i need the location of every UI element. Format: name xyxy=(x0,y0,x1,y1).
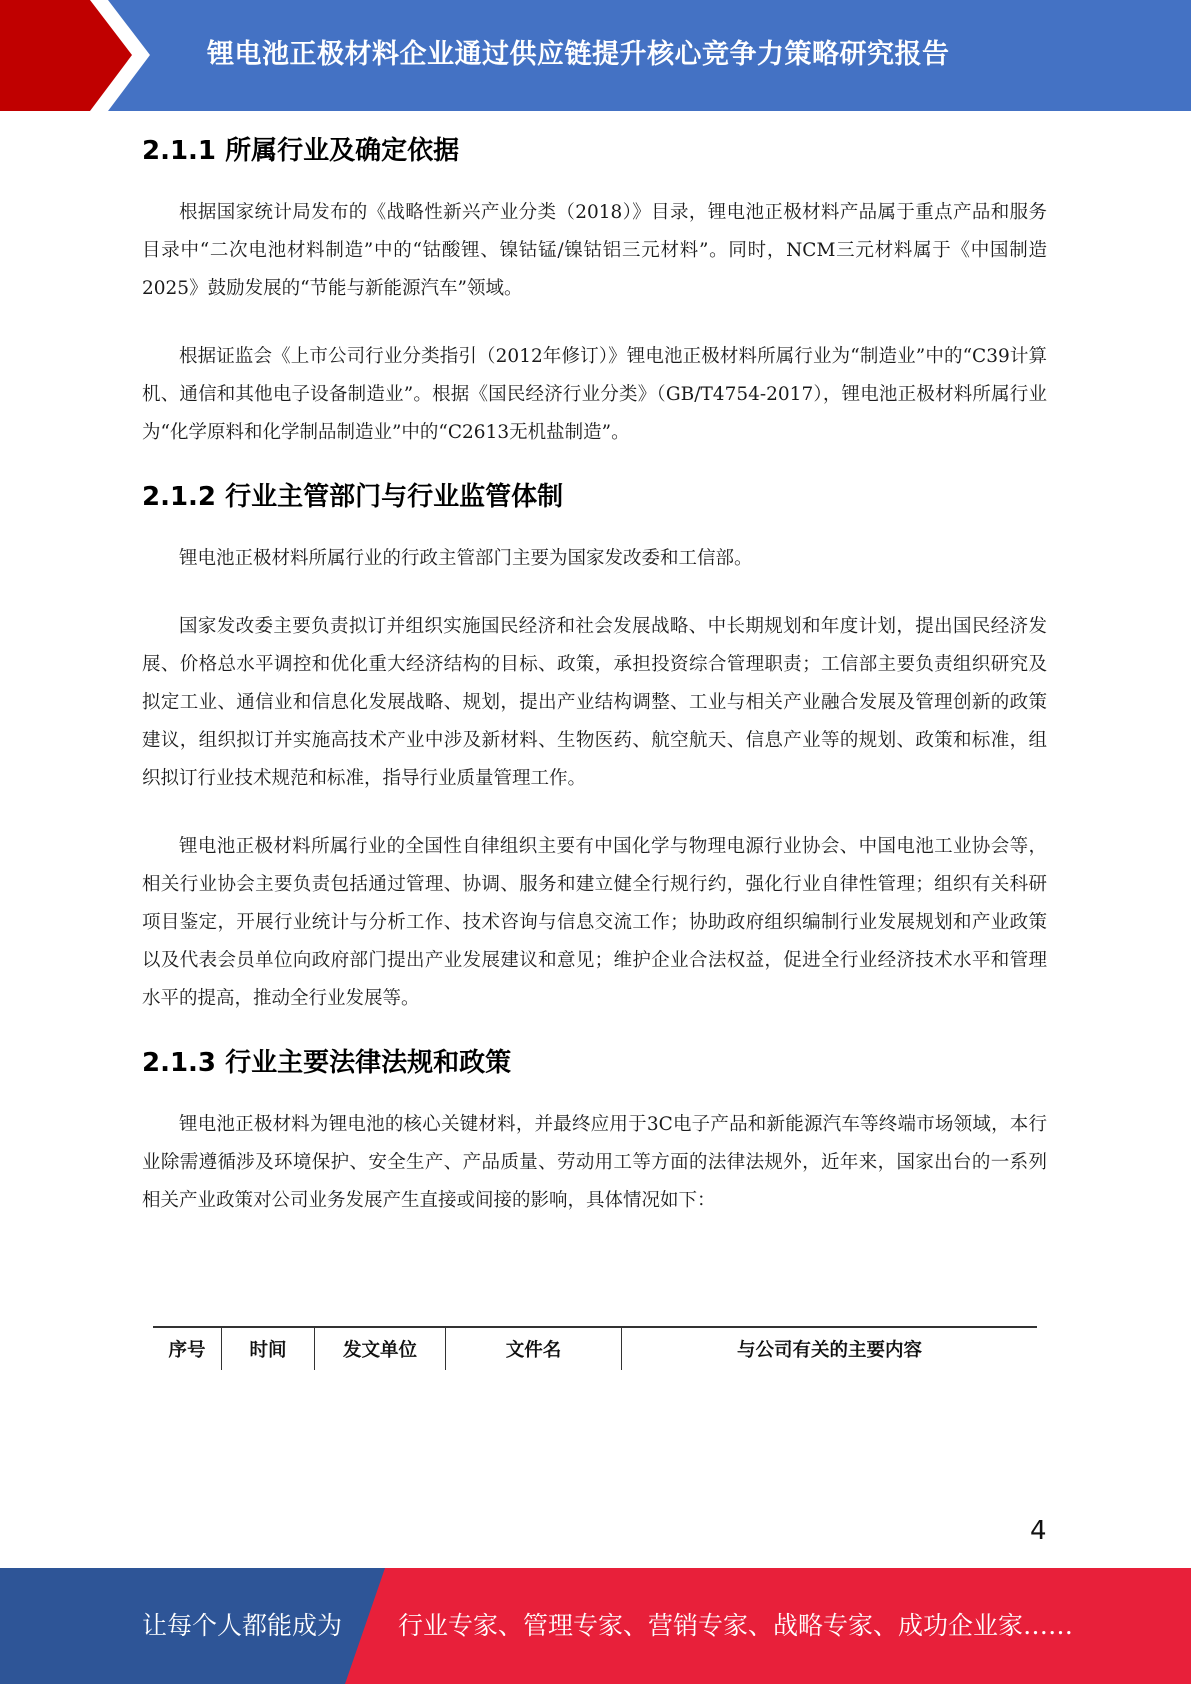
policy-table xyxy=(153,1326,1037,1370)
section-heading-2-1-1: 2.1.1 所属行业及确定依据 xyxy=(142,136,460,166)
main-content xyxy=(142,122,1047,1220)
paragraph: 锂电池正极材料所属行业的全国性自律组织主要有中国化学与物理电源行业协会、中国电池工业协会等，相关行业协会主要负责包括通过管理、协调、服务和建立健全行规行约，强化行业自律性管理；组织有关科研项目鉴定，开展行业统计与分析工作、技术咨询与信息交流工作；协助政府组织编制行业发展规划和产业政策以及代表会员单位向政府部门提出产业发展建议和意见；维护企业合法权益，促进全行业经济技术水平和管理水平的提高，推动全行业发展等。 xyxy=(142,836,1047,1009)
column-header: 与公司有关的主要内容 xyxy=(622,1327,1038,1370)
page-number: 4 xyxy=(1030,1516,1047,1546)
column-header: 时间 xyxy=(222,1327,315,1370)
footer-slogan-left: 让每个人都能成为 xyxy=(142,1611,343,1640)
report-title: 锂电池正极材料企业通过供应链提升核心竞争力策略研究报告 xyxy=(207,39,950,70)
column-header: 文件名 xyxy=(446,1327,622,1370)
page-footer xyxy=(0,1568,1191,1684)
column-header: 发文单位 xyxy=(315,1327,446,1370)
chevron-arrow-icon xyxy=(0,0,150,111)
paragraph: 根据证监会《上市公司行业分类指引（2012年修订）》锂电池正极材料所属行业为“制造业”中的“C39计算机、通信和其他电子设备制造业”。根据《国民经济行业分类》（GB/T4754-2017），锂电池正极材料所属行业为“化学原料和化学制品制造业”中的“C2613无机盐制造”。 xyxy=(142,346,1047,443)
paragraph: 锂电池正极材料为锂电池的核心关键材料，并最终应用于3C电子产品和新能源汽车等终端市场领域，本行业除需遵循涉及环境保护、安全生产、产品质量、劳动用工等方面的法律法规外，近年来，国家出台的一系列相关产业政策对公司业务发展产生直接或间接的影响，具体情况如下： xyxy=(142,1114,1047,1211)
paragraph: 锂电池正极材料所属行业的行政主管部门主要为国家发改委和工信部。 xyxy=(179,548,753,569)
page-header xyxy=(0,0,1191,111)
column-header: 序号 xyxy=(153,1327,222,1370)
table-header-row xyxy=(153,1327,1037,1370)
section-heading-2-1-2: 2.1.2 行业主管部门与行业监管体制 xyxy=(142,482,564,512)
paragraph: 根据国家统计局发布的《战略性新兴产业分类（2018）》目录，锂电池正极材料产品属于重点产品和服务目录中“二次电池材料制造”中的“钴酸锂、镍钴锰/镍钴铝三元材料”。同时，NCM三元材料属于《中国制造2025》鼓励发展的“节能与新能源汽车”领域。 xyxy=(142,202,1047,299)
section-heading-2-1-3: 2.1.3 行业主要法律法规和政策 xyxy=(142,1048,512,1078)
paragraph: 国家发改委主要负责拟订并组织实施国民经济和社会发展战略、中长期规划和年度计划，提出国民经济发展、价格总水平调控和优化重大经济结构的目标、政策，承担投资综合管理职责；工信部主要负责组织研究及拟定工业、通信业和信息化发展战略、规划，提出产业结构调整、工业与相关产业融合发展及管理创新的政策建议，组织拟订并实施高技术产业中涉及新材料、生物医药、航空航天、信息产业等的规划、政策和标准，组织拟订行业技术规范和标准，指导行业质量管理工作。 xyxy=(142,616,1047,789)
footer-slogan-right: 行业专家、管理专家、营销专家、战略专家、成功企业家…… xyxy=(398,1611,1074,1640)
